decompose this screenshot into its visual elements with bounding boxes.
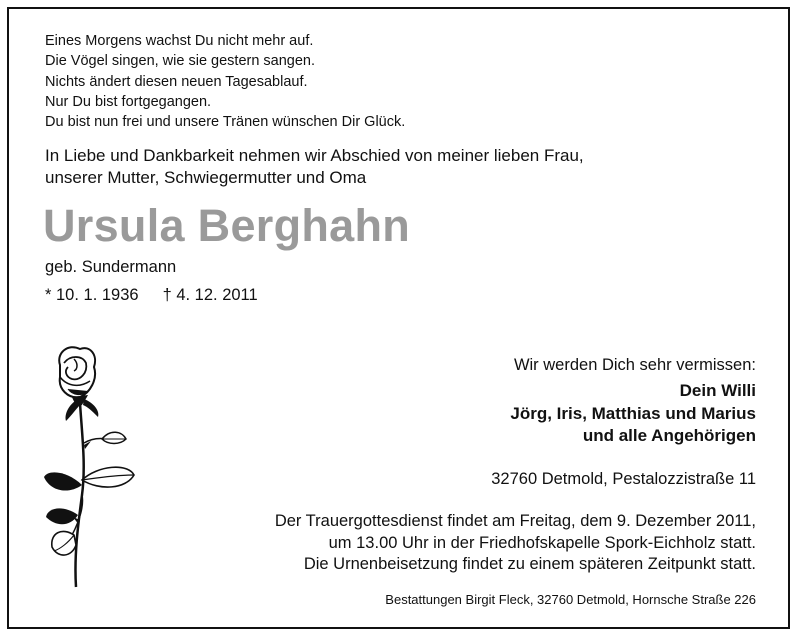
poem-line: Die Vögel singen, wie sie gestern sangen. xyxy=(45,53,316,70)
life-dates xyxy=(45,286,258,305)
service-line: Die Urnenbeisetzung findet zu einem späteren Zeitpunkt statt. xyxy=(303,555,756,573)
poem-line: Du bist nun frei und unsere Tränen wünschen Dir Glück. xyxy=(45,114,406,131)
farewell-line: Wir werden Dich sehr vermissen: xyxy=(513,356,756,374)
poem xyxy=(45,31,405,132)
service-info xyxy=(275,511,756,576)
poem-line: Nur Du bist fortgegangen. xyxy=(45,93,212,110)
rose-icon xyxy=(38,345,138,590)
family-address: 32760 Detmold, Pestalozzistraße 11 xyxy=(491,470,756,488)
poem-line: Eines Morgens wachst Du nicht mehr auf. xyxy=(45,33,314,49)
mourner-line: Jörg, Iris, Matthias und Marius xyxy=(510,403,756,423)
service-line: Der Trauergottesdienst findet am Freitag, dem 9. Dezember 2011, xyxy=(274,512,756,530)
poem-line: Nichts ändert diesen neuen Tagesablauf. xyxy=(45,73,308,90)
birth-date: * 10. 1. 1936 xyxy=(45,286,139,304)
mourner-line: Dein Willi xyxy=(679,381,756,400)
deceased-name: Ursula Berghahn xyxy=(43,200,411,251)
service-line: um 13.00 Uhr in der Friedhofskapelle Spork-Eichholz statt. xyxy=(328,533,756,552)
undertaker-line: Bestattungen Birgit Fleck, 32760 Detmold, Hornsche Straße 226 xyxy=(385,592,756,607)
death-date: † 4. 12. 2011 xyxy=(162,286,258,304)
intro-line: In Liebe und Dankbarkeit nehmen wir Abschied von meiner lieben Frau, xyxy=(45,146,584,165)
mourners xyxy=(510,380,756,448)
intro-text xyxy=(45,145,584,189)
maiden-name: geb. Sundermann xyxy=(45,258,177,276)
mourner-line: und alle Angehörigen xyxy=(582,426,756,445)
intro-line: unserer Mutter, Schwiegermutter und Oma xyxy=(45,168,367,187)
